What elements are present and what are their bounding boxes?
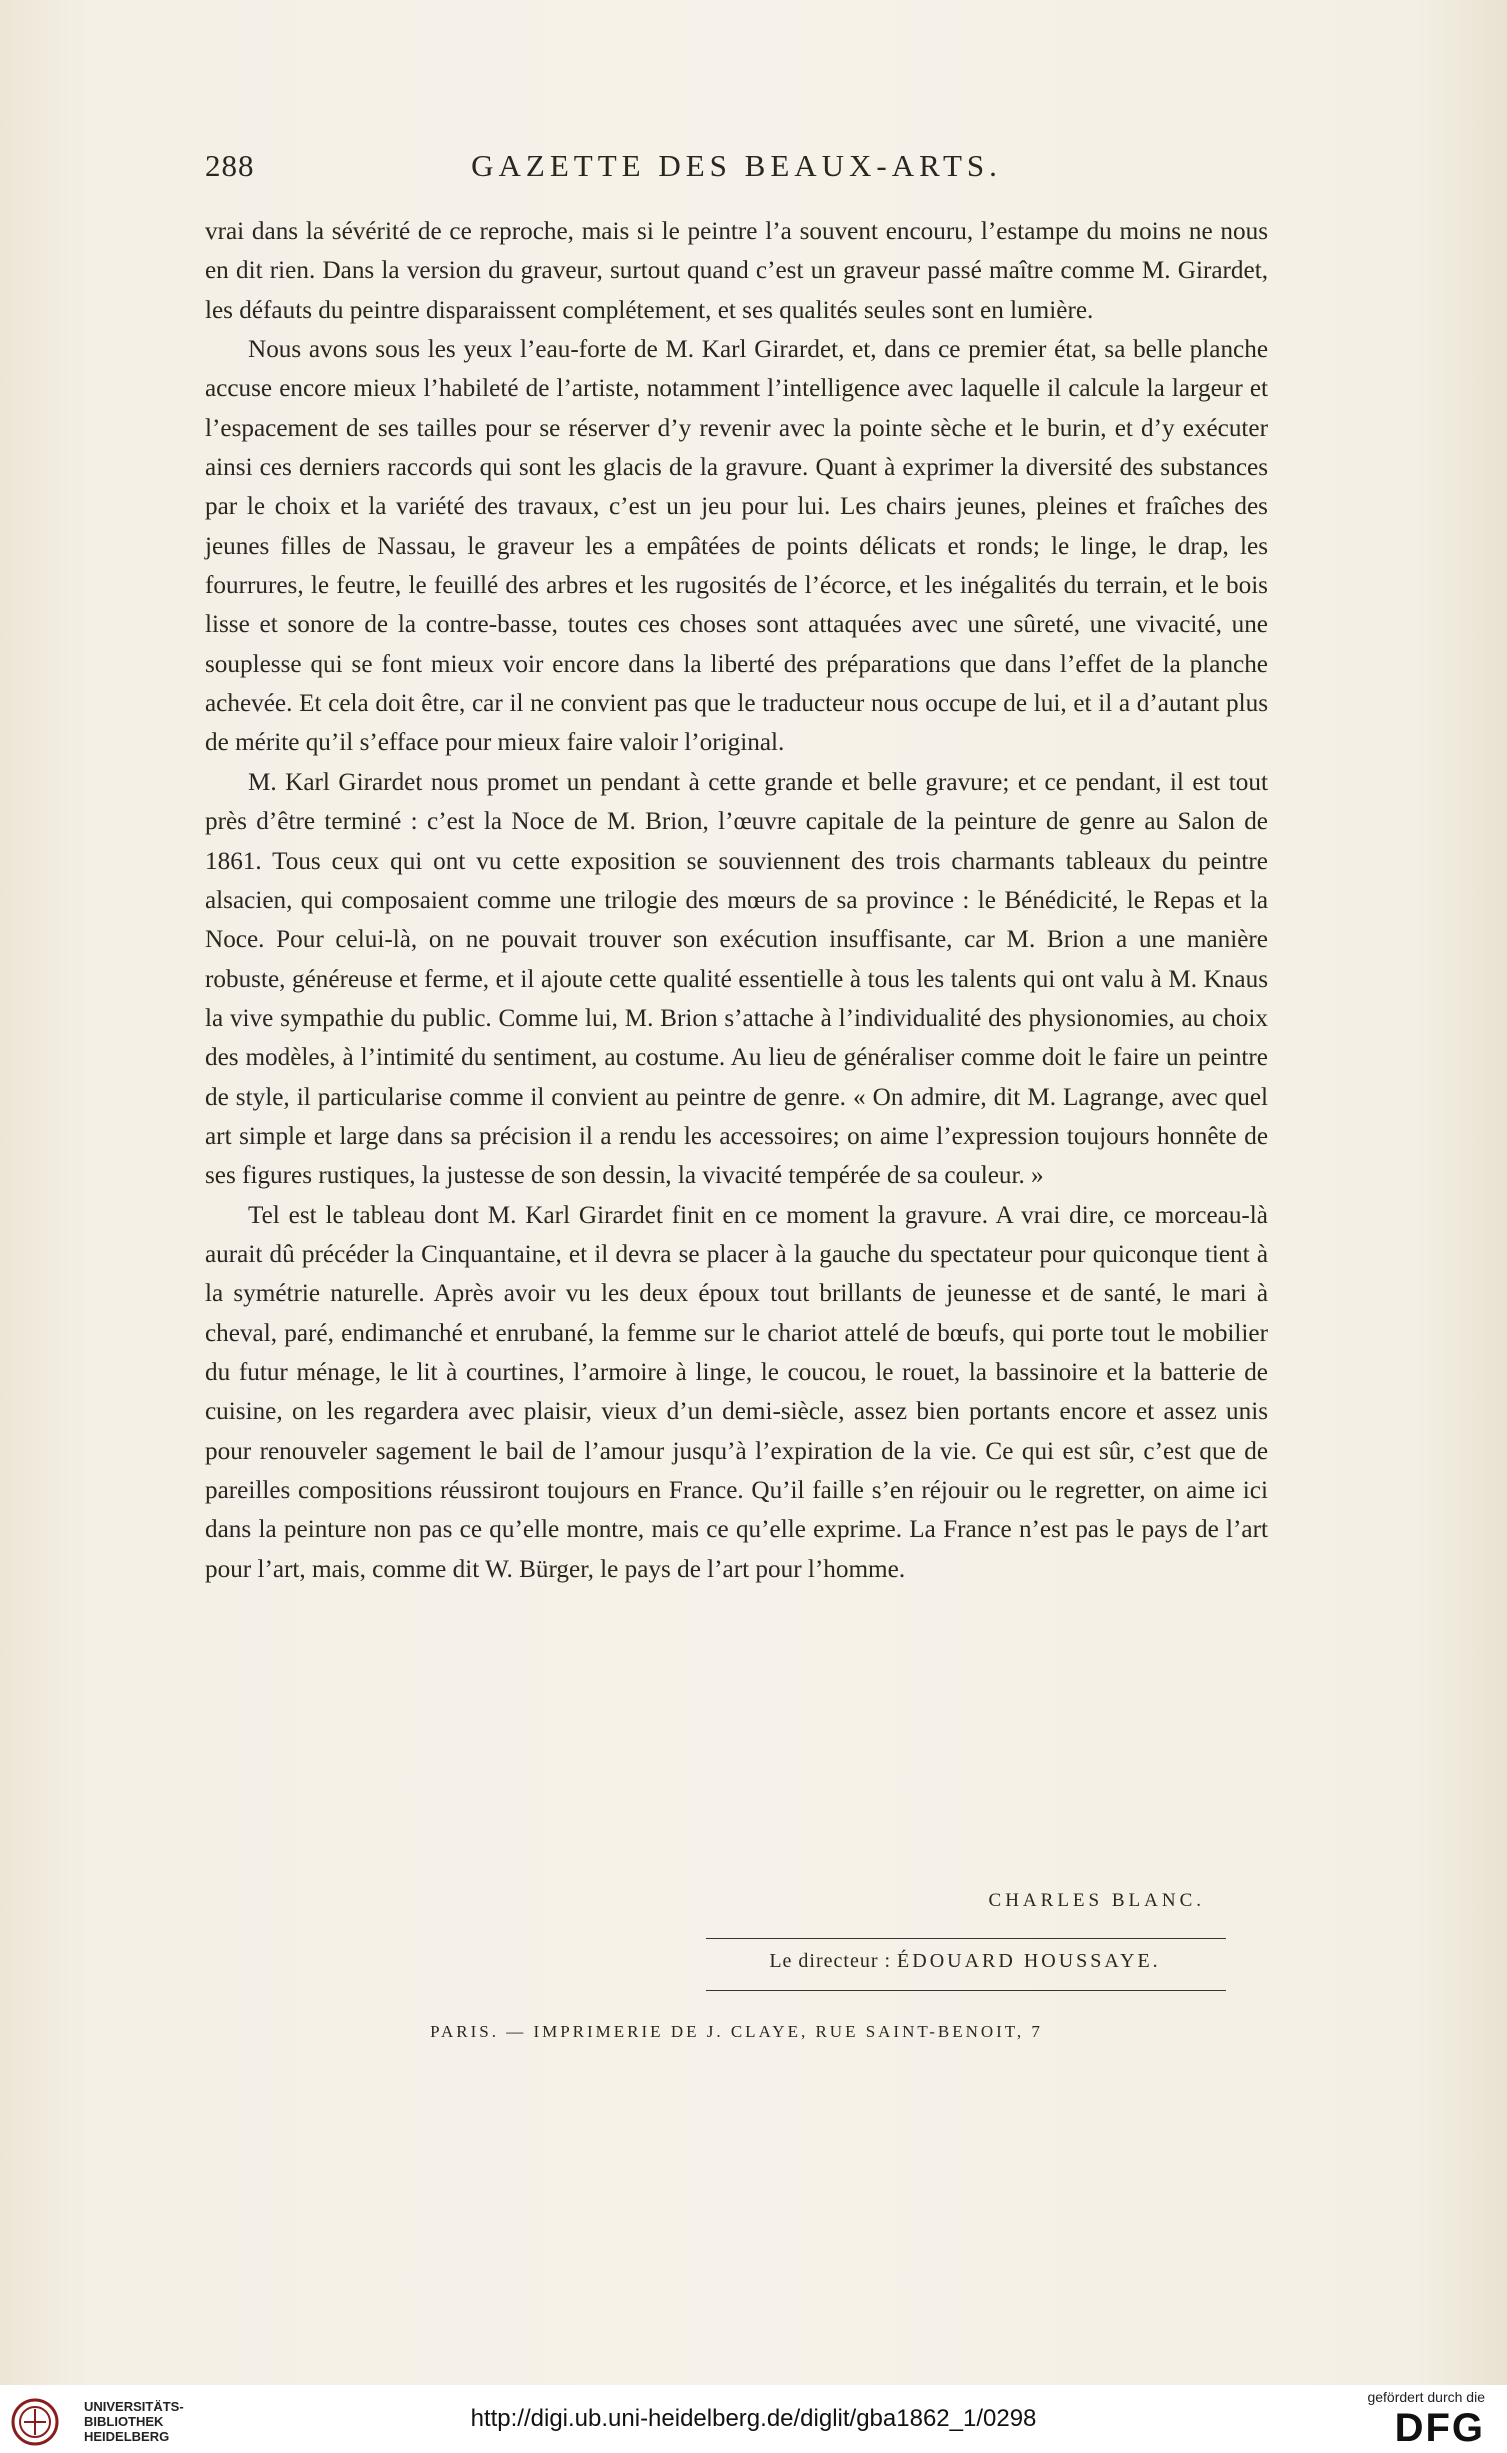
page-number: 288	[205, 148, 255, 183]
page-header	[205, 148, 1268, 198]
institution-line: HEIDELBERG	[84, 2429, 170, 2444]
divider-rule-bottom	[706, 1990, 1226, 1991]
sponsor-note: gefördert durch die	[1367, 2389, 1485, 2405]
director-line	[705, 1950, 1225, 1973]
institution-line: BIBLIOTHEK	[84, 2414, 164, 2429]
article-body	[205, 212, 1268, 1589]
source-url-link[interactable]: http://digi.ub.uni-heidelberg.de/diglit/gba1862_1/0298	[470, 2405, 1037, 2432]
paragraph-3: M. Karl Girardet nous promet un pendant à cette grande et belle gravure; et ce pendant, il est tout près d’être terminé : c’est la Noce de M. Brion, l’œuvre capitale de la peinture de genre au Salon de 1861. Tous ceux qui ont vu cette exposition se souviennent des trois charmants tableaux du peintre alsacien, qui composaient comme une trilogie des mœurs de sa province : le Bénédicité, le Repas et la Noce. Pour celui-là, on ne pouvait trouver son exécution insuffisante, car M. Brion a une manière robuste, généreuse et ferme, et il ajoute cette qualité essentielle à tous les talents qui ont valu à M. Knaus la vive sympathie du public. Comme lui, M. Brion s’attache à l’individualité des physionomies, au choix des modèles, à l’intimité du sentiment, au costume. Au lieu de généraliser comme doit le faire un peintre de style, il particularise comme il convient au peintre de genre. « On admire, dit M. Lagrange, avec quel art simple et large dans sa précision il a rendu les accessoires; on aime l’expression toujours honnête de ses figures rustiques, la justesse de son dessin, la vivacité tempérée de sa couleur. »	[205, 768, 1268, 1190]
author-signature: CHARLES BLANC.	[988, 1890, 1205, 1911]
director-label: Le directeur :	[769, 1950, 892, 1972]
paragraph-4: Tel est le tableau dont M. Karl Girardet finit en ce moment la gravure. A vrai dire, ce morceau-là aurait dû précéder la Cinquantaine, et il devra se placer à la gauche du spectateur pour quiconque tient à la symétrie naturelle. Après avoir vu les deux époux tout brillants de jeunesse et de santé, le mari à cheval, paré, endimanché et enrubané, la femme sur le chariot attelé de bœufs, qui porte tout le mobilier du futur ménage, le lit à courtines, l’armoire à linge, le coucou, le rouet, la bassinoire et la batterie de cuisine, on les regardera avec plaisir, vieux d’un demi-siècle, assez bien portants encore et assez unis pour renouveler sagement le bail de l’amour jusqu’à l’expiration de la vie. Ce qui est sûr, c’est que de pareilles compositions réussiront toujours en France. Qu’il faille s’en réjouir ou le regretter, on aime ici dans la peinture non pas ce qu’elle montre, mais ce qu’elle exprime. La France n’est pas le pays de l’art pour l’art, mais, comme dit W. Bürger, le pays de l’art pour l’homme.	[205, 1201, 1268, 1583]
digitization-footer	[0, 2385, 1507, 2453]
dfg-logo: DFG	[1394, 2406, 1485, 2450]
institution-line: UNIVERSITÄTS-	[84, 2399, 184, 2414]
running-head: GAZETTE DES BEAUX-ARTS.	[471, 148, 1002, 183]
divider-rule-top	[706, 1938, 1226, 1939]
printer-imprint: PARIS. — IMPRIMERIE DE J. CLAYE, RUE SAINT-BENOIT, 7	[430, 2022, 1043, 2041]
director-name: ÉDOUARD HOUSSAYE.	[897, 1950, 1161, 1972]
paragraph-2: Nous avons sous les yeux l’eau-forte de M. Karl Girardet, et, dans ce premier état, sa belle planche accuse encore mieux l’habileté de l’artiste, notamment l’intelligence avec laquelle il calcule la largeur et l’espacement de ses tailles pour se réserver d’y revenir avec la pointe sèche et le burin, et d’y exécuter ainsi ces derniers raccords qui sont les glacis de la gravure. Quant à exprimer la diversité des substances par le choix et la variété des travaux, c’est un jeu pour lui. Les chairs jeunes, pleines et fraîches des jeunes filles de Nassau, le graveur les a empâtées de points délicats et ronds; le linge, le drap, les fourrures, le feutre, le feuillé des arbres et les rugosités de l’écorce, et les inégalités du terrain, et le bois lisse et sonore de la contre-basse, toutes ces choses sont attaquées avec une sûreté, une vivacité, une souplesse qui se font mieux voir encore dans la liberté des préparations que dans l’effet de la planche achevée. Et cela doit être, car il ne convient pas que le traducteur nous occupe de lui, et il a d’autant plus de mérite qu’il s’efface pour mieux faire valoir l’original.	[205, 336, 1268, 757]
paragraph-1: vrai dans la sévérité de ce reproche, mais si le peintre l’a souvent encouru, l’estampe du moins ne nous en dit rien. Dans la version du graveur, surtout quand c’est un graveur passé maître comme M. Girardet, les défauts du peintre disparaissent complétement, et ses qualités seules sont en lumière.	[205, 218, 1268, 324]
